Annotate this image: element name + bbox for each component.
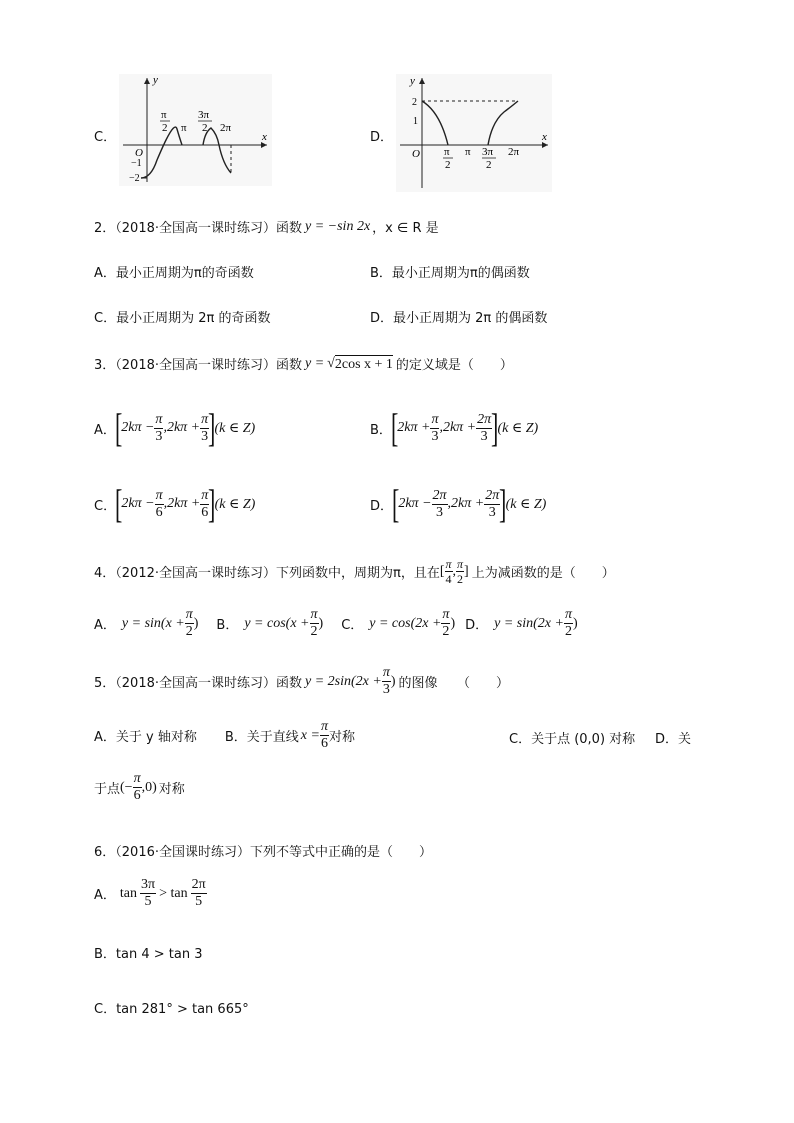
graph-d-one: 1 bbox=[413, 116, 418, 127]
q4-a-pre: y = sin(x + bbox=[121, 615, 185, 631]
q4-d-frac: $\frac{\pi}{2}$ bbox=[564, 607, 572, 639]
q3-a-bracket-close: ] bbox=[208, 405, 216, 450]
q3-a-pre1: 2kπ − bbox=[121, 420, 155, 435]
graph-c-two: 2 bbox=[162, 122, 168, 134]
q3-b-frac2: $\frac{2\pi}{3}$ bbox=[477, 411, 492, 444]
graph-d-two: 2 bbox=[412, 97, 417, 108]
q5-func-post: ) bbox=[390, 673, 396, 689]
graph-d-2pi: 2π bbox=[508, 146, 520, 158]
q3-d-frac2: $\frac{2\pi}{3}$ bbox=[485, 487, 500, 520]
q5-option-d-cont[interactable] bbox=[94, 772, 185, 803]
q6-a-frac1: $\frac{3\pi}{5}$ bbox=[141, 877, 156, 909]
q3-d-label: D． bbox=[370, 498, 394, 514]
q3-d-pre1: 2kπ − bbox=[398, 496, 432, 511]
q2-option-a[interactable]: A．最小正周期为π的奇函数 bbox=[94, 266, 254, 281]
q3-c-frac2: $\frac{\pi}{6}$ bbox=[201, 487, 209, 520]
q3-c-bracket-open: [ bbox=[115, 481, 123, 526]
q6-option-a[interactable] bbox=[94, 878, 207, 909]
graph-c-y-label: y bbox=[153, 74, 158, 86]
q4-d-label: D． bbox=[465, 618, 489, 633]
q3-stem-text: 3．（2018·全国高一课时练习）函数 bbox=[94, 358, 302, 373]
q4-c-label: C． bbox=[341, 618, 364, 633]
q5-d-paren-close: ,0) bbox=[141, 779, 157, 795]
graph-d-two-den: 2 bbox=[445, 159, 451, 171]
q3-option-d[interactable] bbox=[370, 481, 547, 526]
q3-c-frac1: $\frac{\pi}{6}$ bbox=[155, 487, 163, 520]
graph-c-origin: O bbox=[135, 147, 143, 159]
q5-d-post: 对称 bbox=[158, 782, 185, 797]
q4-option-c[interactable] bbox=[341, 608, 455, 639]
q1-option-c-label[interactable]: C． bbox=[94, 130, 117, 145]
q3-b-frac1: $\frac{\pi}{3}$ bbox=[431, 411, 439, 444]
q5-d-cont-pre: 于点 bbox=[94, 782, 121, 797]
q4-b-post: ) bbox=[318, 615, 324, 631]
q3-d-frac1: $\frac{2\pi}{3}$ bbox=[432, 487, 447, 520]
q5-options-row1 bbox=[94, 720, 355, 751]
q2-option-b[interactable]: B．最小正周期为π的偶函数 bbox=[370, 266, 530, 281]
graph-d-x-label: x bbox=[542, 131, 547, 143]
q3-d-bracket-close: ] bbox=[499, 481, 507, 526]
q5-option-c[interactable]: C．关于点 (0,0) 对称 bbox=[509, 732, 636, 747]
q4-b-pre: y = cos(x + bbox=[244, 615, 310, 631]
q3-a-label: A． bbox=[94, 422, 116, 438]
q3-b-pre1: 2kπ + bbox=[397, 420, 431, 435]
graph-c-x-label: x bbox=[262, 131, 267, 143]
q2-function: y = −sin 2x bbox=[305, 218, 371, 234]
q2-stem bbox=[94, 217, 439, 236]
q1-graph-d bbox=[396, 74, 552, 192]
q5-d-paren-open: (− bbox=[120, 779, 133, 795]
graph-c-3pi: 3π bbox=[198, 109, 210, 121]
q3-stem-tail: 的定义域是（ ） bbox=[395, 358, 513, 373]
q3-stem bbox=[94, 354, 513, 373]
q4-c-frac: $\frac{\pi}{2}$ bbox=[442, 607, 450, 639]
q2-stem-text: 2．（2018·全国高一课时练习）函数 bbox=[94, 221, 302, 236]
graph-d-y-label: y bbox=[410, 75, 415, 87]
q3-option-b[interactable] bbox=[370, 405, 539, 450]
q6-a-label: A． bbox=[94, 888, 116, 903]
q2-option-d[interactable]: D．最小正周期为 2π 的偶函数 bbox=[370, 311, 548, 326]
q2-stem-tail: ，x ∈ R 是 bbox=[372, 221, 439, 236]
q5-b-pre: B．关于直线 bbox=[224, 730, 299, 745]
q4-interval-open: [ bbox=[439, 563, 445, 579]
q4-option-b[interactable] bbox=[216, 608, 323, 639]
q5-func-pre: y = 2sin(2x + bbox=[305, 673, 382, 689]
q5-b-post: 对称 bbox=[328, 730, 355, 745]
graph-c-2pi: 2π bbox=[220, 122, 232, 134]
graph-d-pi-num: π bbox=[444, 146, 450, 158]
q3-b-post: (k ∈ Z) bbox=[497, 420, 539, 436]
q5-stem-tail: 的图像 （ ） bbox=[398, 676, 510, 691]
q3-option-c[interactable] bbox=[94, 481, 256, 526]
q4-b-label: B． bbox=[216, 618, 239, 633]
q5-option-d-start[interactable]: D．关 bbox=[655, 732, 692, 747]
q4-stem-text: 4．（2012·全国高一课时练习）下列函数中，周期为π，且在 bbox=[94, 566, 440, 581]
q2-option-c[interactable]: C．最小正周期为 2π 的奇函数 bbox=[94, 311, 271, 326]
q5-b-eq: x = bbox=[300, 727, 320, 743]
q3-c-bracket-close: ] bbox=[208, 481, 216, 526]
q5-stem bbox=[94, 666, 509, 697]
q3-c-pre1: 2kπ − bbox=[121, 496, 155, 511]
graph-d-two-den-b: 2 bbox=[486, 159, 492, 171]
q3-a-pre2: ,2kπ + bbox=[163, 420, 201, 435]
q3-c-pre2: ,2kπ + bbox=[163, 496, 201, 511]
q5-frac: $\frac{\pi}{3}$ bbox=[382, 665, 390, 697]
q3-c-post: (k ∈ Z) bbox=[214, 496, 256, 512]
q4-c-post: ) bbox=[450, 615, 456, 631]
graph-c-two-den: 2 bbox=[202, 122, 208, 134]
graph-d-3pi: 3π bbox=[482, 146, 494, 158]
q3-b-bracket-open: [ bbox=[390, 405, 399, 450]
q6-stem: 6．（2016·全国课时练习）下列不等式中正确的是（ ） bbox=[94, 845, 432, 860]
q4-frac1: $\frac{\pi}{4}$ bbox=[445, 557, 452, 586]
q4-a-label: A． bbox=[94, 618, 116, 633]
q6-a-frac2: $\frac{2\pi}{5}$ bbox=[191, 877, 206, 909]
q6-option-b[interactable]: B．tan 4 > tan 3 bbox=[94, 947, 203, 962]
q4-c-pre: y = cos(2x + bbox=[369, 615, 442, 631]
q6-a-mid: > tan bbox=[159, 885, 188, 901]
q3-option-a[interactable] bbox=[94, 405, 256, 450]
q5-option-b[interactable] bbox=[225, 720, 355, 751]
graph-c-neg2: −2 bbox=[129, 173, 140, 184]
q3-b-pre2: ,2kπ + bbox=[439, 420, 477, 435]
graph-c-pi: π bbox=[181, 122, 187, 134]
q4-a-post: ) bbox=[193, 615, 199, 631]
q3-sqrt-sign: √ bbox=[327, 355, 335, 371]
q4-stem-tail: 上为减函数的是（ ） bbox=[471, 566, 615, 581]
q3-c-label: C． bbox=[94, 498, 117, 514]
graph-c-neg1: −1 bbox=[131, 158, 142, 169]
q3-func-radicand: 2cos x + 1 bbox=[334, 356, 393, 372]
q5-stem-text: 5．（2018·全国高一课时练习）函数 bbox=[94, 676, 302, 691]
q4-options bbox=[94, 608, 578, 639]
q5-b-frac: $\frac{\pi}{6}$ bbox=[320, 719, 328, 751]
q3-b-bracket-close: ] bbox=[491, 405, 499, 450]
q3-a-bracket-open: [ bbox=[114, 405, 123, 450]
q4-d-post: ) bbox=[572, 615, 578, 631]
q3-d-post: (k ∈ Z) bbox=[505, 496, 547, 512]
q5-d-frac: $\frac{\pi}{6}$ bbox=[133, 771, 141, 803]
q5-option-a[interactable]: A．关于 y 轴对称 bbox=[94, 730, 197, 745]
q3-func-lhs: y = bbox=[305, 355, 325, 371]
q3-d-bracket-open: [ bbox=[392, 481, 400, 526]
q6-a-tan1: tan bbox=[119, 885, 138, 901]
q3-a-frac2: $\frac{\pi}{3}$ bbox=[201, 411, 209, 444]
graph-d-origin: O bbox=[412, 148, 420, 160]
q4-comma: , bbox=[452, 563, 457, 579]
q3-a-post: (k ∈ Z) bbox=[214, 420, 256, 436]
q3-a-frac1: $\frac{\pi}{3}$ bbox=[155, 411, 163, 444]
q4-a-frac: $\frac{\pi}{2}$ bbox=[185, 607, 193, 639]
q3-b-label: B． bbox=[370, 422, 392, 438]
q1-option-d-label[interactable]: D． bbox=[370, 130, 394, 145]
q4-d-pre: y = sin(2x + bbox=[494, 615, 564, 631]
q4-frac2: $\frac{\pi}{2}$ bbox=[457, 557, 464, 586]
q4-b-frac: $\frac{\pi}{2}$ bbox=[310, 607, 318, 639]
q4-option-a[interactable] bbox=[94, 608, 198, 639]
q6-option-c[interactable]: C．tan 281° > tan 665° bbox=[94, 1002, 249, 1017]
graph-d-pi: π bbox=[465, 146, 471, 158]
q4-option-d[interactable] bbox=[465, 608, 578, 639]
q1-graph-c bbox=[119, 74, 272, 186]
q4-interval-close: ] bbox=[464, 563, 469, 579]
q3-d-pre2: ,2kπ + bbox=[447, 496, 485, 511]
q4-stem bbox=[94, 558, 615, 585]
graph-c-pi-num: π bbox=[161, 109, 167, 121]
